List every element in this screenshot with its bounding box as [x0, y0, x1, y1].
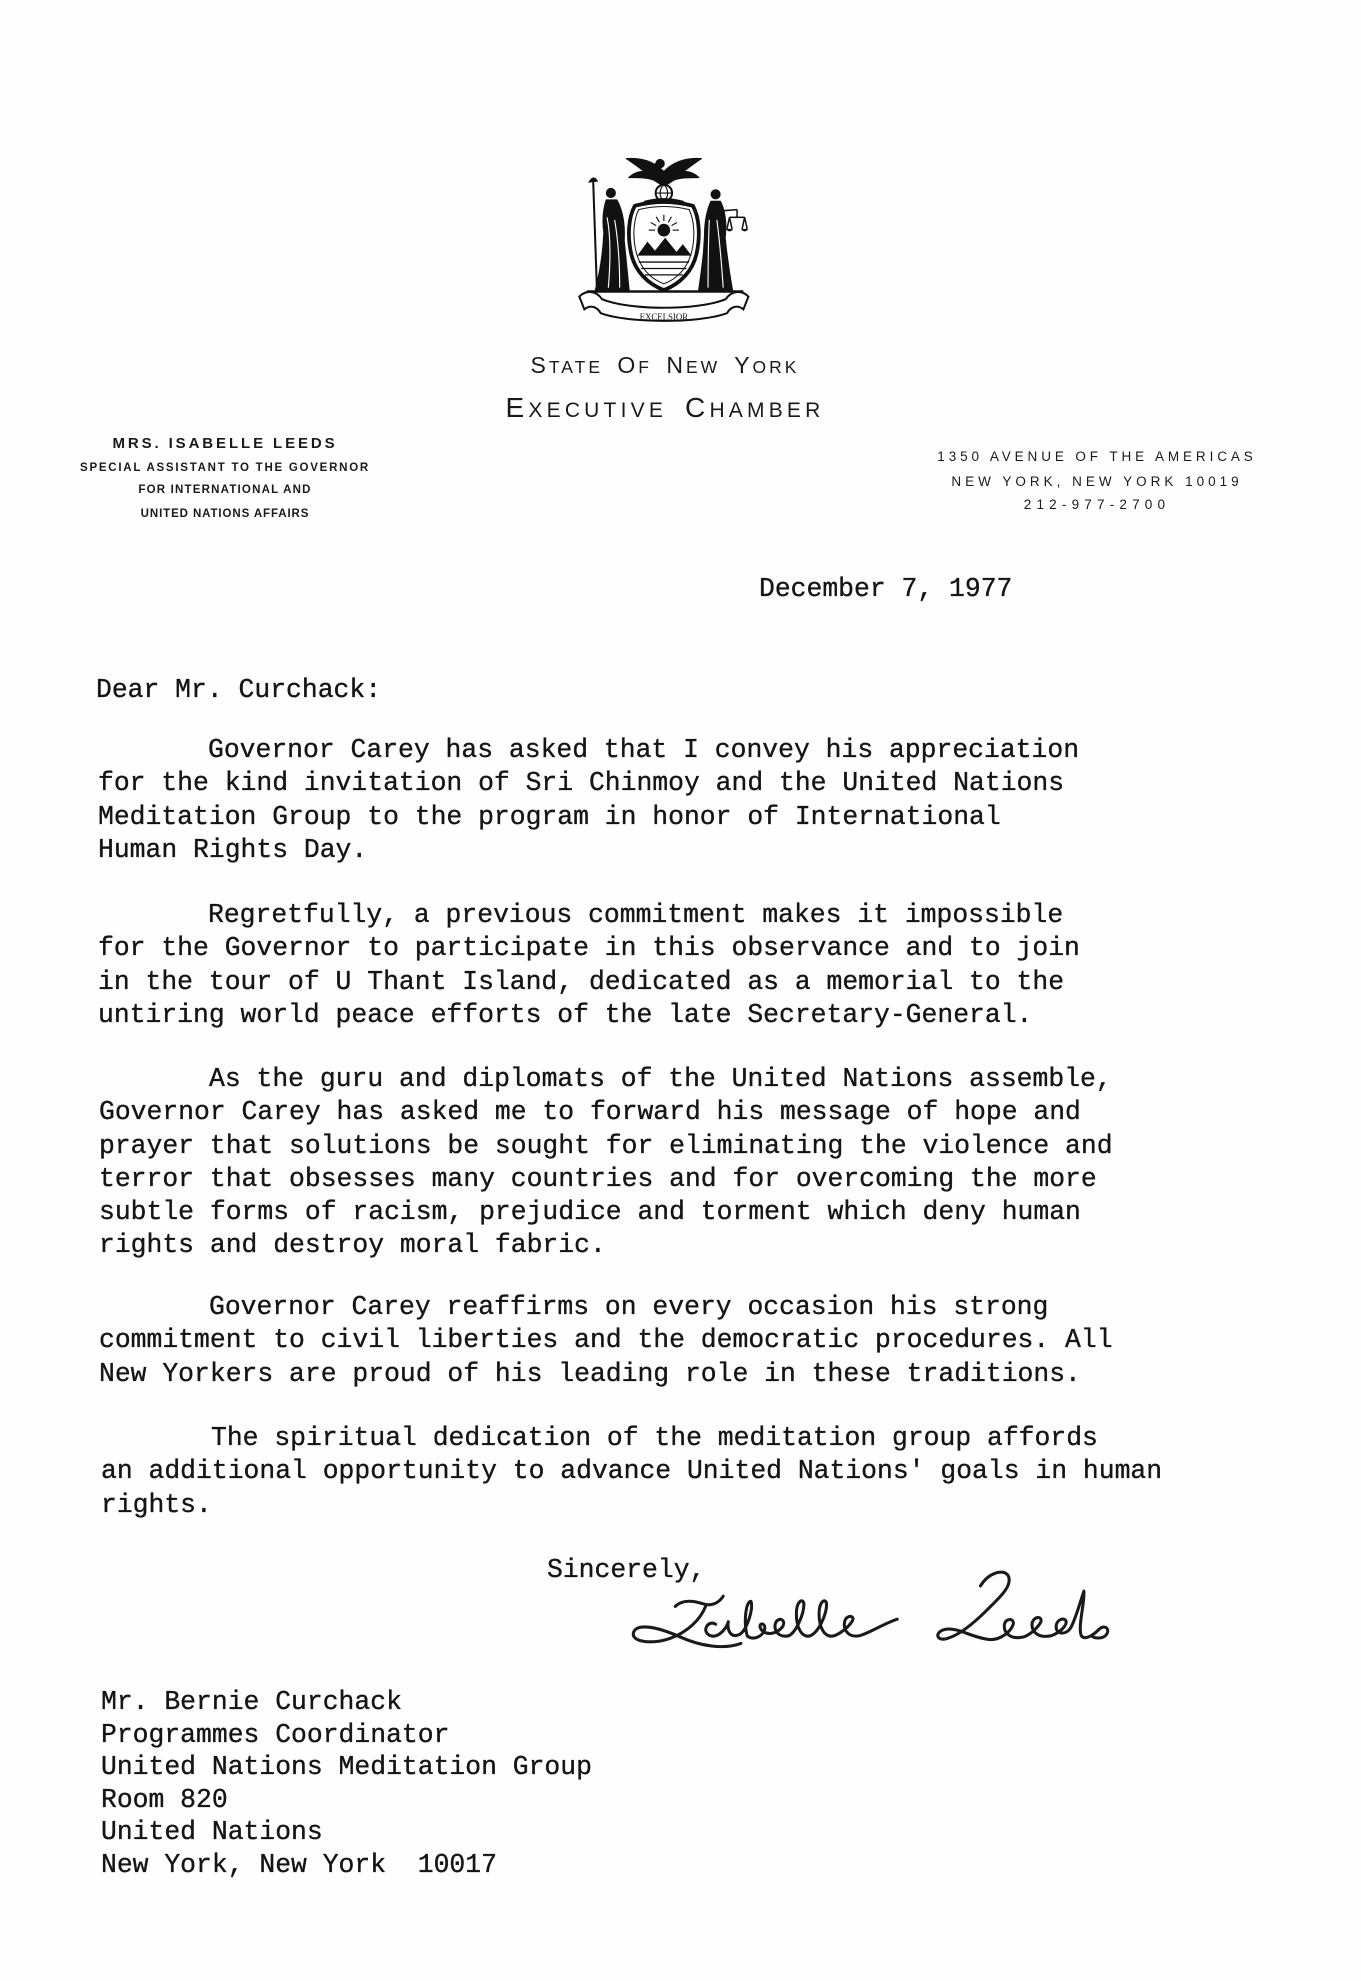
paragraph-line: The spiritual dedication of the meditation group affords — [211, 1423, 1098, 1453]
paragraph-line: rights. — [101, 1489, 212, 1520]
sender-title-line: SPECIAL ASSISTANT TO THE GOVERNOR — [80, 462, 370, 474]
sender-name: MRS. ISABELLE LEEDS — [112, 435, 338, 452]
letter-date: December 7, 1977 — [759, 574, 1013, 604]
paragraph-line: Governor Carey reaffirms on every occasion his strong — [209, 1292, 1049, 1322]
recipient-address — [101, 1686, 592, 1881]
letterhead-state: STATE OF NEW YORK — [530, 352, 800, 378]
recipient-organization: United Nations Meditation Group — [101, 1752, 592, 1782]
closing: Sincerely, — [547, 1555, 706, 1585]
state-seal-image — [573, 147, 756, 326]
office-address-line: NEW YORK, NEW YORK 10019 — [951, 474, 1243, 489]
letterhead-office: EXECUTIVE CHAMBER — [505, 392, 825, 423]
paragraph-line: Governor Carey has asked me to forward his message of hope and — [99, 1097, 1081, 1128]
paragraph-line: an additional opportunity to advance United Nations' goals in human — [101, 1456, 1163, 1487]
paragraph-2 — [98, 899, 1080, 1032]
paragraph-4 — [99, 1291, 1113, 1391]
salutation: Dear Mr. Curchack: — [96, 675, 382, 705]
office-phone: 212-977-2700 — [1023, 497, 1171, 512]
paragraph-line: Meditation Group to the program in honor of International — [98, 801, 1001, 832]
paragraph-line: for the kind invitation of Sri Chinmoy and the United Nations — [98, 768, 1065, 799]
paragraph-line: terror that obsesses many countries and for overcoming the more — [99, 1163, 1097, 1194]
paragraph-line: Regretfully, a previous commitment makes it impossible — [208, 900, 1064, 930]
recipient-name: Mr. Bernie Curchack — [101, 1687, 402, 1717]
sender-title-line: FOR INTERNATIONAL AND — [138, 484, 312, 496]
paragraph-line: subtle forms of racism, prejudice and torment which deny human — [99, 1197, 1081, 1227]
paragraph-1 — [98, 734, 1079, 867]
seal-motto: EXCELSIOR — [639, 312, 689, 323]
paragraph-line: prayer that solutions be sought for eliminating the violence and — [99, 1130, 1113, 1161]
sender-title-line: UNITED NATIONS AFFAIRS — [140, 508, 310, 520]
recipient-institution: United Nations — [101, 1817, 323, 1847]
paragraph-line: commitment to civil liberties and the democratic procedures. All — [99, 1325, 1113, 1356]
paragraph-line: As the guru and diplomats of the United Nations assemble, — [209, 1064, 1112, 1094]
paragraph-line: untiring world peace efforts of the late Secretary-General. — [98, 999, 1033, 1030]
recipient-title: Programmes Coordinator — [101, 1719, 450, 1750]
paragraph-line: for the Governor to participate in this observance and to join — [98, 933, 1080, 964]
paragraph-line: Human Rights Day. — [98, 834, 368, 865]
paragraph-line: rights and destroy moral fabric. — [99, 1230, 606, 1261]
paragraph-line: Governor Carey has asked that I convey his appreciation — [208, 735, 1080, 765]
paragraph-5 — [101, 1422, 1162, 1522]
recipient-room: Room 820 — [101, 1784, 228, 1815]
paragraph-3 — [99, 1063, 1113, 1263]
office-address-line: 1350 AVENUE OF THE AMERICAS — [937, 449, 1257, 464]
paragraph-line: in the tour of U Thant Island, dedicated as a memorial to the — [98, 966, 1065, 997]
recipient-city: New York, New York 10017 — [101, 1849, 497, 1880]
paragraph-line: New Yorkers are proud of his leading role in these traditions. — [99, 1358, 1081, 1389]
handwritten-signature — [611, 1554, 1128, 1669]
